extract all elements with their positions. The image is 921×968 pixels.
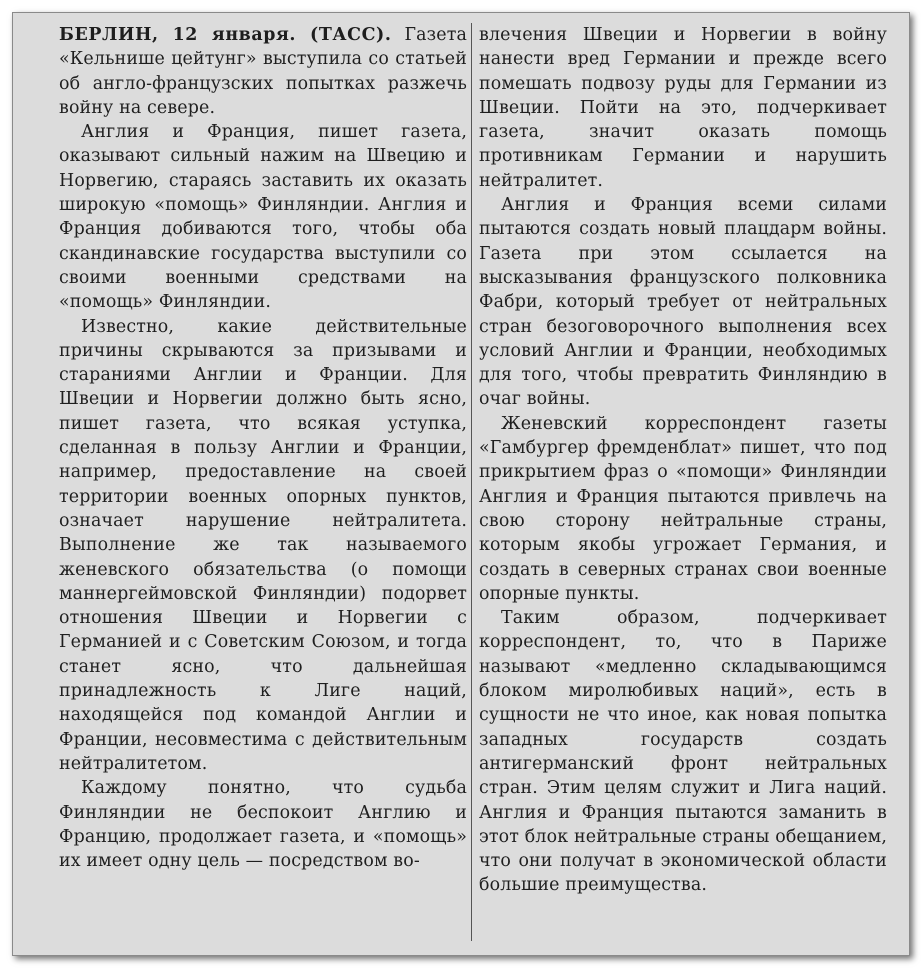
paragraph: Англия и Франция всеми силами пытаются создать новый плацдарм войны. Газета при этом ссылается на высказывания французского полковника Фабри, который требует от нейтральных стран безоговорочного выполнения всех условий Англии и Франции, необходимых для того, чтобы превратить Финляндию в очаг войны.: [479, 195, 887, 410]
dateline: БЕРЛИН, 12 января. (ТАСС).: [59, 25, 392, 45]
lead-paragraph: [59, 23, 467, 120]
paragraph-text: Газета «Кельнише цейтунг» выступила со статьей об англо-французских попытках разжечь войну на севере.: [59, 25, 467, 118]
paragraph: Каждому понятно, что судьба Финляндии не беспокоит Англию и Францию, продолжает газета, и «помощь» их имеет одну цель — посредством во-: [59, 778, 467, 872]
paragraph: Женевский корреспондент газеты «Гамбургер фремденблат» пишет, что под прикрытием фраз о «помощи» Финляндии Англия и Франция пытаются привлечь на свою сторону нейтральные страны, которым якобы угрожает Германия, и создать в северных странах свои военные опорные пункты.: [479, 413, 887, 604]
right-column: [479, 23, 887, 898]
paragraph: влечения Швеции и Норвегии в войну нанести вред Германии и прежде всего помешать подвозу руды для Германии из Швеции. Пойти на это, подчеркивает газета, значит оказать помощь противникам Германии и нарушить нейтралитет.: [479, 25, 887, 191]
paragraph: Известно, какие действительные причины скрываются за призывами и стараниями Англии и Франции. Для Швеции и Норвегии должно быть ясно, пишет газета, что всякая уступка, сделанная в пользу Англии и Франции, например, предоставление на своей территории военных опорных пунктов, означает нарушение нейтралитета. Выполнение же так называемого женевского обязательства (о помощи маннергеймовской Финляндии) подорвет отношения Швеции и Норвегии с Германией и с Советским Союзом, и тогда станет ясно, что дальнейшая принадлежность к Лиге наций, находящейся под командой Англии и Франции, несовместима с действительным нейтралитетом.: [59, 316, 467, 774]
paragraph: Англия и Франция, пишет газета, оказывают сильный нажим на Швецию и Норвегию, стараясь заставить их оказать широкую «помощь» Финляндии. Англия и Франция добиваются того, чтобы оба скандинавские государства выступили со своими военными средствами на «помощь» Финляндии.: [59, 122, 467, 313]
left-column: [59, 23, 467, 873]
paragraph: Таким образом, подчеркивает корреспондент, то, что в Париже называют «медленно складывающимся блоком миролюбивых наций», есть в сущности не что иное, как новая попытка западных государств создать антигерманский фронт нейтральных стран. Этим целям служит и Лига наций. Англия и Франция пытаются заманить в этот блок нейтральные страны обещанием, что они получат в экономической области большие преимущества.: [479, 608, 887, 896]
newspaper-clipping: [12, 12, 910, 956]
column-divider: [471, 23, 472, 941]
